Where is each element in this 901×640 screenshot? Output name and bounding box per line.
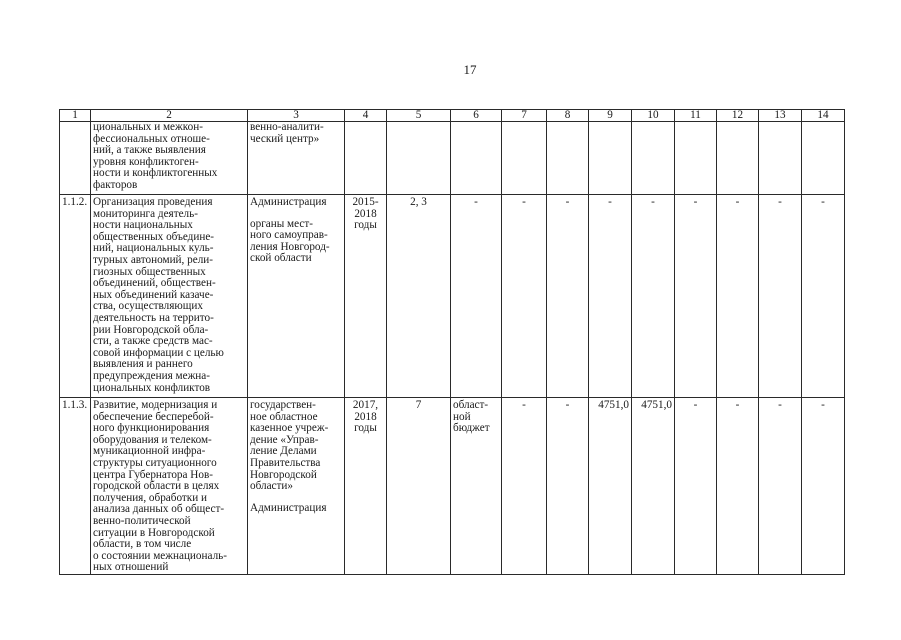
funding-source-line: ной: [453, 410, 471, 423]
activity-period: [345, 195, 387, 398]
activity-period: [345, 398, 387, 575]
activity-description-line: факторов: [93, 178, 138, 191]
funding-value: -: [759, 195, 802, 398]
funding-value: 4751,0: [589, 398, 632, 575]
activity-period: [345, 122, 387, 195]
funding-value: -: [717, 195, 759, 398]
funding-value: [717, 122, 759, 195]
column-header-11: 11: [675, 110, 717, 122]
activity-executor-line: казенное учреж-: [250, 422, 329, 435]
column-header-2: 2: [91, 110, 248, 122]
activity-executor-line: Правительства: [250, 456, 321, 469]
activity-executor: [248, 195, 345, 398]
funding-value: -: [675, 398, 717, 575]
table-row: [60, 195, 845, 398]
activity-description-line: общественных объедине-: [93, 230, 215, 243]
funding-source: [451, 398, 502, 575]
activity-number: [60, 122, 91, 195]
activity-description-line: циональных и межкон-: [93, 121, 203, 133]
activity-description-line: мониторинга деятель-: [93, 207, 198, 220]
activity-executor-line: ления Новгород-: [250, 240, 330, 253]
activity-description-line: выявления и раннего: [93, 358, 193, 371]
funding-value: [802, 122, 845, 195]
column-header-9: 9: [589, 110, 632, 122]
funding-source-line: бюджет: [453, 422, 490, 435]
activity-description-line: городской области в целях: [93, 480, 220, 493]
activity-period-line: годы: [354, 422, 377, 435]
activity-description-line: объединений, обществен-: [93, 277, 216, 290]
funding-value: 4751,0: [632, 398, 675, 575]
activity-period-line: 2017,: [352, 399, 379, 411]
activity-executor-line: ской области: [250, 252, 312, 265]
column-header-5: 5: [387, 110, 451, 122]
activity-description-line: ситуации в Новгородской: [93, 526, 215, 539]
activity-description-line: центра Губернатора Нов-: [93, 468, 213, 481]
program-activities-table: [59, 109, 845, 575]
funding-value: -: [502, 195, 547, 398]
funding-value: -: [717, 398, 759, 575]
column-header-12: 12: [717, 110, 759, 122]
activity-period-line: годы: [354, 219, 377, 232]
activity-targets: 2, 3: [387, 195, 451, 398]
activity-description-line: обеспечение бесперебой-: [93, 410, 214, 423]
page-number: 17: [463, 62, 477, 77]
funding-value: [589, 122, 632, 195]
activity-number: 1.1.3.: [60, 398, 91, 575]
activity-description-line: предупреждения межна-: [93, 369, 210, 382]
activity-executor-line: ление Делами: [250, 445, 317, 458]
activity-description-line: ний, а также выявления: [93, 144, 206, 157]
activity-description-line: рии Новгородской обла-: [93, 323, 209, 336]
funding-source-line: -: [474, 196, 478, 208]
activity-executor-line: Администрация: [250, 501, 327, 514]
activity-description-line: области, в том числе: [93, 538, 192, 551]
activity-description-line: анализа данных об общест-: [93, 503, 225, 516]
activity-description-line: получения, обработки и: [93, 491, 207, 504]
funding-value: -: [802, 195, 845, 398]
activity-description: [91, 195, 248, 398]
activity-description-line: муникационной инфра-: [93, 445, 206, 458]
activity-period-line: 2018: [354, 207, 377, 220]
activity-executor-line: области»: [250, 480, 293, 493]
activity-description-line: ных отношений: [93, 561, 169, 574]
column-header-14: 14: [802, 110, 845, 122]
funding-source: [451, 122, 502, 195]
funding-source: [451, 195, 502, 398]
activity-targets: [387, 122, 451, 195]
activity-description: [91, 122, 248, 195]
activity-description-line: гиозных общественных: [93, 265, 206, 278]
activity-description-line: венно-политической: [93, 514, 191, 527]
activity-period-line: 2015-: [352, 196, 379, 208]
activity-number: 1.1.2.: [60, 195, 91, 398]
activity-description-line: ного функционирования: [93, 422, 210, 435]
activity-description-line: ний, национальных куль-: [93, 242, 214, 255]
activity-description-line: совой информации с целью: [93, 346, 224, 359]
activity-description: [91, 398, 248, 575]
activity-targets: 7: [387, 398, 451, 575]
column-header-7: 7: [502, 110, 547, 122]
funding-value: -: [632, 195, 675, 398]
table-row: [60, 122, 845, 195]
activity-description-line: ных объединений казаче-: [93, 288, 214, 301]
column-header-3: 3: [248, 110, 345, 122]
funding-value: [759, 122, 802, 195]
activity-period-line: 2018: [354, 410, 377, 423]
column-header-8: 8: [547, 110, 589, 122]
activity-executor: [248, 122, 345, 195]
activity-description-line: ности национальных: [93, 219, 193, 232]
funding-value: -: [547, 398, 589, 575]
activity-executor-line: Администрация: [250, 196, 327, 208]
activity-description-line: Организация проведения: [93, 196, 213, 208]
funding-value: [632, 122, 675, 195]
funding-value: -: [502, 398, 547, 575]
activity-description-line: уровня конфликтоген-: [93, 155, 199, 168]
activity-description-line: фессиональных отноше-: [93, 132, 210, 145]
activity-description-line: ности и конфликтогенных: [93, 167, 218, 180]
column-header-13: 13: [759, 110, 802, 122]
activity-description-line: структуры ситуационного: [93, 456, 217, 469]
activity-executor-line: Новгородской: [250, 468, 317, 481]
activity-description-line: деятельность на террито-: [93, 311, 214, 324]
activity-description-line: Развитие, модернизация и: [93, 399, 218, 411]
activity-description-line: турных автономий, рели-: [93, 253, 213, 266]
activity-executor-line: ческий центр»: [250, 132, 320, 145]
funding-value: -: [675, 195, 717, 398]
column-header-6: 6: [451, 110, 502, 122]
funding-value: -: [759, 398, 802, 575]
funding-source-line: област-: [453, 399, 489, 411]
activity-executor-line: органы мест-: [250, 217, 313, 230]
funding-value: -: [547, 195, 589, 398]
table-row: [60, 398, 845, 575]
column-header-10: 10: [632, 110, 675, 122]
activity-description-line: циональных конфликтов: [93, 381, 211, 394]
funding-value: [547, 122, 589, 195]
funding-value: -: [802, 398, 845, 575]
funding-value: [675, 122, 717, 195]
activity-description-line: сти, а также средств мас-: [93, 335, 213, 348]
activity-description-line: о состоянии межнациональ-: [93, 549, 227, 562]
column-number-row: [60, 110, 845, 122]
activity-description-line: ства, осуществляющих: [93, 300, 203, 313]
activity-description-line: оборудования и телеком-: [93, 433, 212, 446]
column-header-4: 4: [345, 110, 387, 122]
activity-executor-line: государствен-: [250, 399, 316, 411]
funding-value: -: [589, 195, 632, 398]
activity-executor-line: ное областное: [250, 410, 318, 423]
activity-executor: [248, 398, 345, 575]
column-header-1: 1: [60, 110, 91, 122]
activity-executor-line: венно-аналити-: [250, 121, 324, 133]
funding-value: [502, 122, 547, 195]
activity-executor-line: дение «Управ-: [250, 433, 319, 446]
activity-executor-line: ного самоуправ-: [250, 229, 328, 242]
